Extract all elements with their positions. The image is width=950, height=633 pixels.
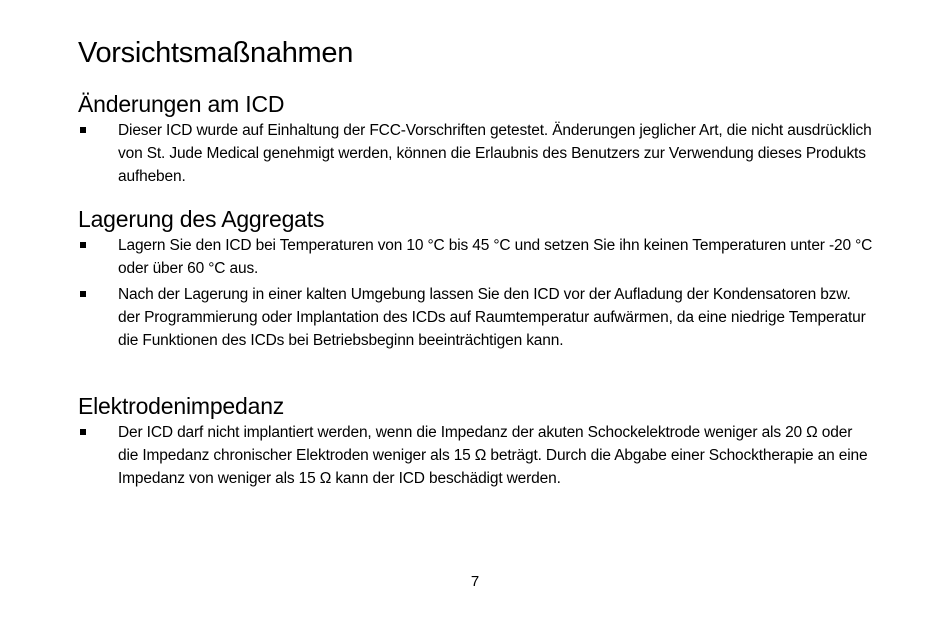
section-elektrodenimpedanz xyxy=(78,391,878,490)
square-bullet-icon xyxy=(80,242,86,248)
bullet-text: Der ICD darf nicht implantiert werden, wenn die Impedanz der akuten Schockelektrode weniger als 20 Ω oder die Impedanz chronischer Elektroden weniger als 15 Ω beträgt. Durch die Abgabe einer Schocktherapie an eine Impedanz von weniger als 15 Ω kann der ICD beschädigt werden. xyxy=(118,424,868,487)
section-aenderungen-am-icd xyxy=(78,89,878,188)
square-bullet-icon xyxy=(80,429,86,435)
bullet-item xyxy=(78,283,873,352)
square-bullet-icon xyxy=(80,291,86,297)
bullet-item xyxy=(78,421,873,490)
bullet-text: Dieser ICD wurde auf Einhaltung der FCC-Vorschriften getestet. Änderungen jeglicher Art, die nicht ausdrücklich von St. Jude Medical genehmigt werden, können die Erlaubnis des Benutzers zur Verwendung dieses Produkts aufheben. xyxy=(118,122,872,185)
bullet-list xyxy=(78,421,878,490)
section-heading: Elektrodenimpedanz xyxy=(78,393,285,419)
bullet-list xyxy=(78,119,878,188)
bullet-item xyxy=(78,119,873,188)
section-heading: Lagerung des Aggregats xyxy=(78,206,325,232)
bullet-text: Lagern Sie den ICD bei Temperaturen von 10 °C bis 45 °C und setzen Sie ihn keinen Temperaturen unter -20 °C oder über 60 °C aus. xyxy=(118,237,873,277)
bullet-item xyxy=(78,234,873,280)
square-bullet-icon xyxy=(80,127,86,133)
bullet-text: Nach der Lagerung in einer kalten Umgebung lassen Sie den ICD vor der Aufladung der Kondensatoren bzw. der Programmierung oder Implantation des ICDs auf Raumtemperatur aufwärmen, da eine niedrige Temperatur die Funktionen des ICDs bei Betriebsbeginn beeinträchtigen kann. xyxy=(118,286,866,349)
page-number: 7 xyxy=(470,573,480,590)
section-heading: Änderungen am ICD xyxy=(78,91,285,117)
bullet-list xyxy=(78,234,878,352)
section-lagerung-des-aggregats xyxy=(78,204,878,352)
page-title: Vorsichtsmaßnahmen xyxy=(78,37,354,69)
